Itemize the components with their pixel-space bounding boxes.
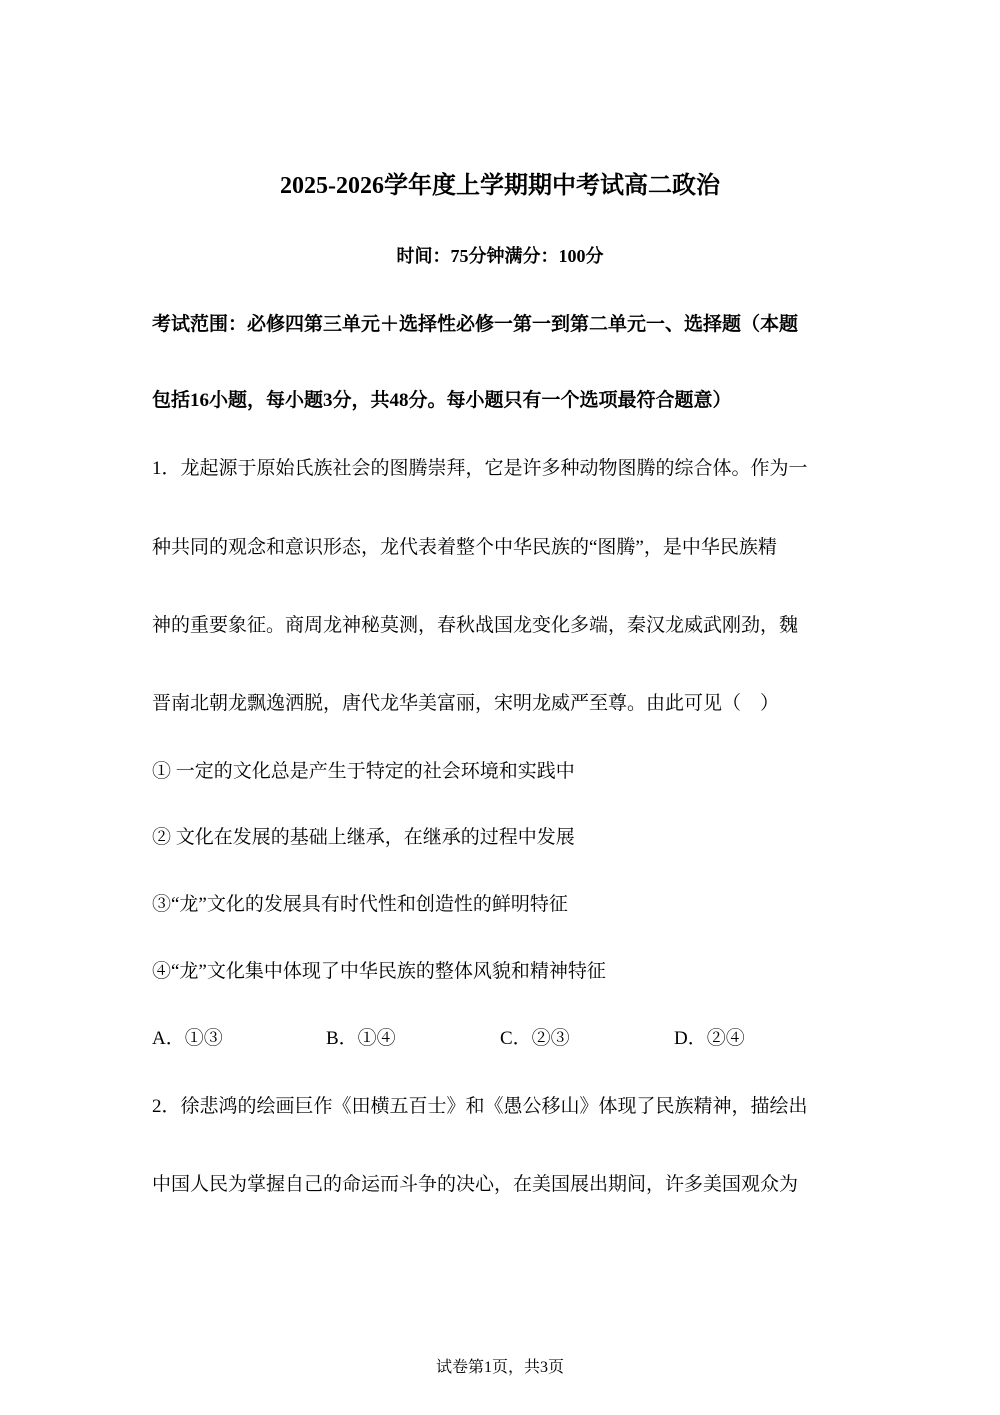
question-1-statement-2: ② 文化在发展的基础上继承，在继承的过程中发展 [152, 827, 575, 848]
question-1-stem-line-4: 晋南北朝龙飘逸洒脱，唐代龙华美富丽，宋明龙威严至尊。由此可见（ ） [152, 693, 780, 714]
exam-time-and-score: 时间：75分钟满分：100分 [396, 246, 604, 266]
question-1-option-c: C．②③ [500, 1028, 570, 1049]
question-1-option-a: A．①③ [152, 1028, 223, 1049]
question-1-stem-line-3: 神的重要象征。商周龙神秘莫测，春秋战国龙变化多端，秦汉龙威武刚劲，魏 [152, 615, 799, 636]
page-footer: 试卷第1页，共3页 [435, 1359, 564, 1376]
page-title: 2025-2026学年度上学期期中考试高二政治 [280, 173, 720, 199]
question-2-stem-line-1: 2．徐悲鸿的绘画巨作《田横五百士》和《愚公移山》体现了民族精神，描绘出 [152, 1096, 808, 1117]
question-1-statement-4: ④“龙”文化集中体现了中华民族的整体风貌和精神特征 [152, 961, 606, 982]
question-1-stem-line-1: 1．龙起源于原始氏族社会的图腾崇拜，它是许多种动物图腾的综合体。作为一 [152, 458, 808, 479]
question-1-option-d: D．②④ [674, 1028, 745, 1049]
exam-scope-line-2: 包括16小题，每小题3分，共48分。每小题只有一个选项最符合题意） [152, 390, 732, 411]
question-1-statement-3: ③“龙”文化的发展具有时代性和创造性的鲜明特征 [152, 894, 568, 915]
question-1-statement-1: ① 一定的文化总是产生于特定的社会环境和实践中 [152, 761, 575, 782]
exam-scope-line-1: 考试范围：必修四第三单元＋选择性必修一第一到第二单元一、选择题（本题 [152, 314, 799, 335]
question-1-option-b: B．①④ [326, 1028, 396, 1049]
question-1-stem-line-2: 种共同的观念和意识形态，龙代表着整个中华民族的“图腾”，是中华民族精 [152, 537, 777, 558]
question-2-stem-line-2: 中国人民为掌握自己的命运而斗争的决心，在美国展出期间，许多美国观众为 [152, 1174, 799, 1195]
